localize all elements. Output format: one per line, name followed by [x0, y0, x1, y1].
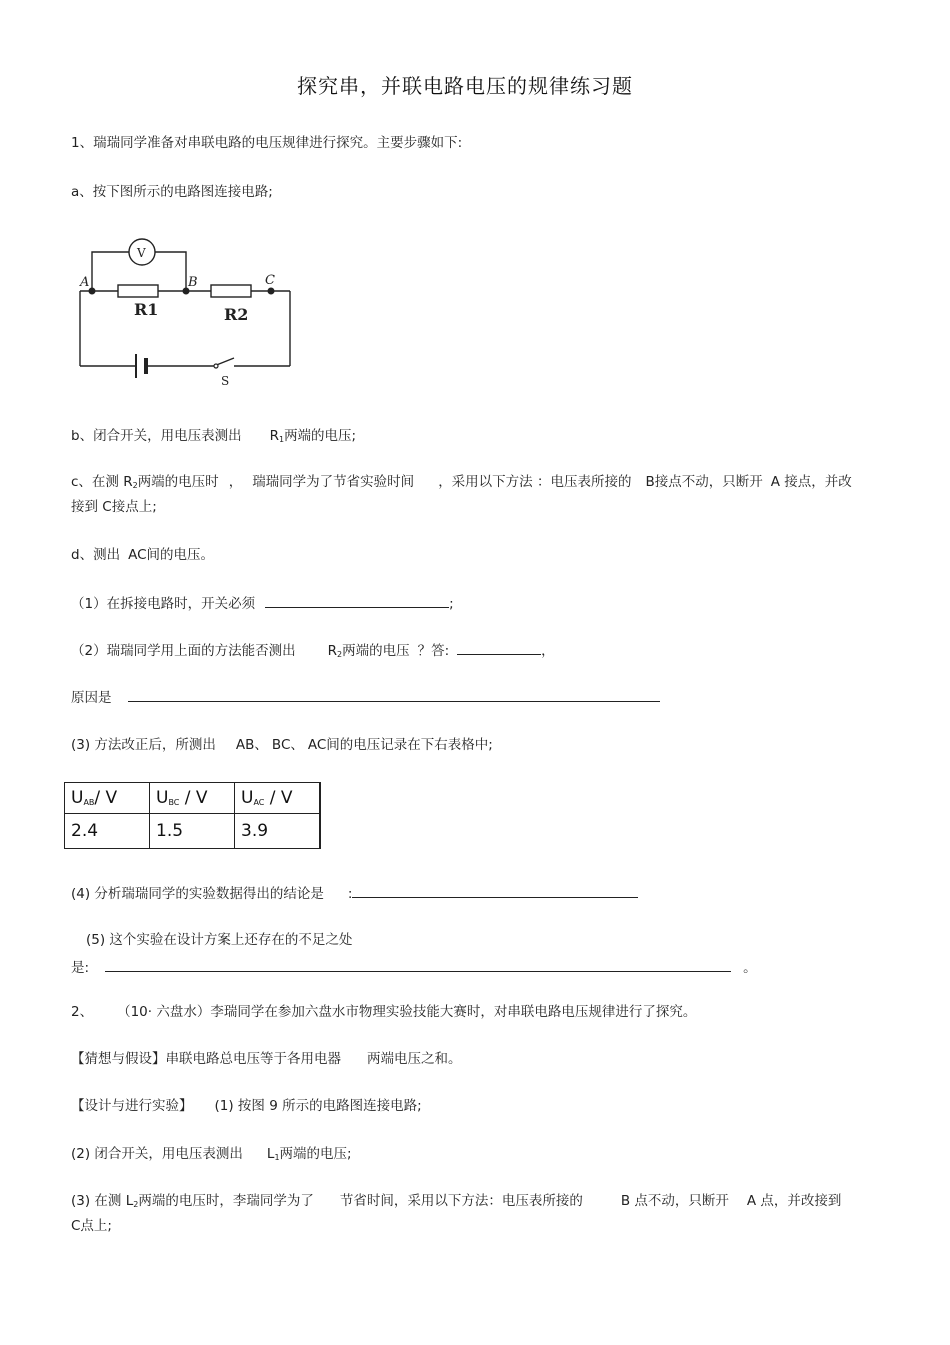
- q1-question-2: （2）瑞瑞同学用上面的方法能否测出 $R_2$两端的电压 ？答: ，: [71, 640, 555, 662]
- page-title: 探究串，并联电路电压的规律练习题: [297, 74, 633, 98]
- value-ubc: 1.5: [149, 813, 234, 849]
- header-ubc: $U_{BC}$ / V: [149, 782, 234, 813]
- q2-step-3: (3) 在测 $L_2$两端的电压时，李瑞同学为了 节省时间，采用以下方法：电压表所接的 B 点不动，只断开 A 点，并改接到: [71, 1193, 842, 1209]
- shortcoming-blank[interactable]: [105, 957, 731, 972]
- label-s: S: [221, 374, 230, 388]
- q1-question-5: (5) 这个实验在设计方案上还存在的不足之处: [86, 932, 353, 948]
- q1-step-c: c、在测 $R_2$两端的电压时 ， 瑞瑞同学为了节省实验时间 ，采用以下方法 ：电压表所接的 B接点不动，只断开 A 接点，并改: [71, 474, 852, 490]
- node-c: [268, 288, 275, 295]
- q2-design: 【设计与进行实验】 (1) 按图 9 所示的电路图连接电路;: [71, 1098, 422, 1114]
- q1-intro: 1、瑞瑞同学准备对串联电路的电压规律进行探究。主要步骤如下:: [71, 135, 463, 151]
- label-c: C: [265, 273, 275, 288]
- value-uac: 3.9: [234, 813, 321, 849]
- label-a: A: [80, 275, 90, 290]
- q2-step-3-cont: C点上;: [71, 1218, 112, 1234]
- answer-blank-1[interactable]: [265, 593, 449, 608]
- label-v: V: [137, 246, 146, 260]
- value-uab: 2.4: [64, 813, 149, 849]
- q1-question-5-cont: 是: 。: [71, 957, 757, 977]
- answer-blank-2[interactable]: [457, 640, 541, 655]
- q1-step-b: b、闭合开关，用电压表测出 $R_1$两端的电压;: [71, 428, 357, 444]
- table-header-row: [64, 782, 321, 813]
- table-row: [64, 813, 321, 849]
- q2-step-2: (2) 闭合开关，用电压表测出 $L_1$两端的电压;: [71, 1146, 352, 1162]
- reason-blank[interactable]: [128, 687, 660, 702]
- q1-question-4: (4) 分析瑞瑞同学的实验数据得出的结论是 :: [71, 883, 638, 903]
- q2-hypothesis: 【猜想与假设】串联电路总电压等于各用电器 两端电压之和。: [71, 1051, 462, 1067]
- circuit-diagram: [74, 230, 304, 390]
- resistor-r1: [118, 285, 158, 297]
- q1-step-d: d、测出 AC间的电压。: [71, 547, 215, 563]
- q2-intro: 2、 （10· 六盘水）李瑞同学在参加六盘水市物理实验技能大赛时，对串联电路电压规律进行了探究。: [71, 1004, 697, 1020]
- voltage-table: [64, 782, 321, 849]
- resistor-r2: [211, 285, 251, 297]
- header-uab: $U_{AB}/$ V: [64, 782, 149, 813]
- node-a: [89, 288, 96, 295]
- q1-reason: 原因是: [71, 687, 660, 707]
- q1-step-a: a、按下图所示的电路图连接电路;: [71, 184, 273, 200]
- q1-question-3: (3) 方法改正后，所测出 AB、 BC、 AC间的电压记录在下右表格中;: [71, 737, 493, 753]
- label-r1: R1: [134, 300, 159, 319]
- label-b: B: [188, 275, 198, 290]
- conclusion-blank[interactable]: [352, 883, 638, 898]
- label-r2: R2: [224, 305, 249, 324]
- q1-step-c-cont: 接到 C接点上;: [71, 499, 157, 515]
- header-uac: $U_{AC}$ / V: [234, 782, 321, 813]
- q1-question-1: （1）在拆接电路时，开关必须 ;: [71, 593, 454, 613]
